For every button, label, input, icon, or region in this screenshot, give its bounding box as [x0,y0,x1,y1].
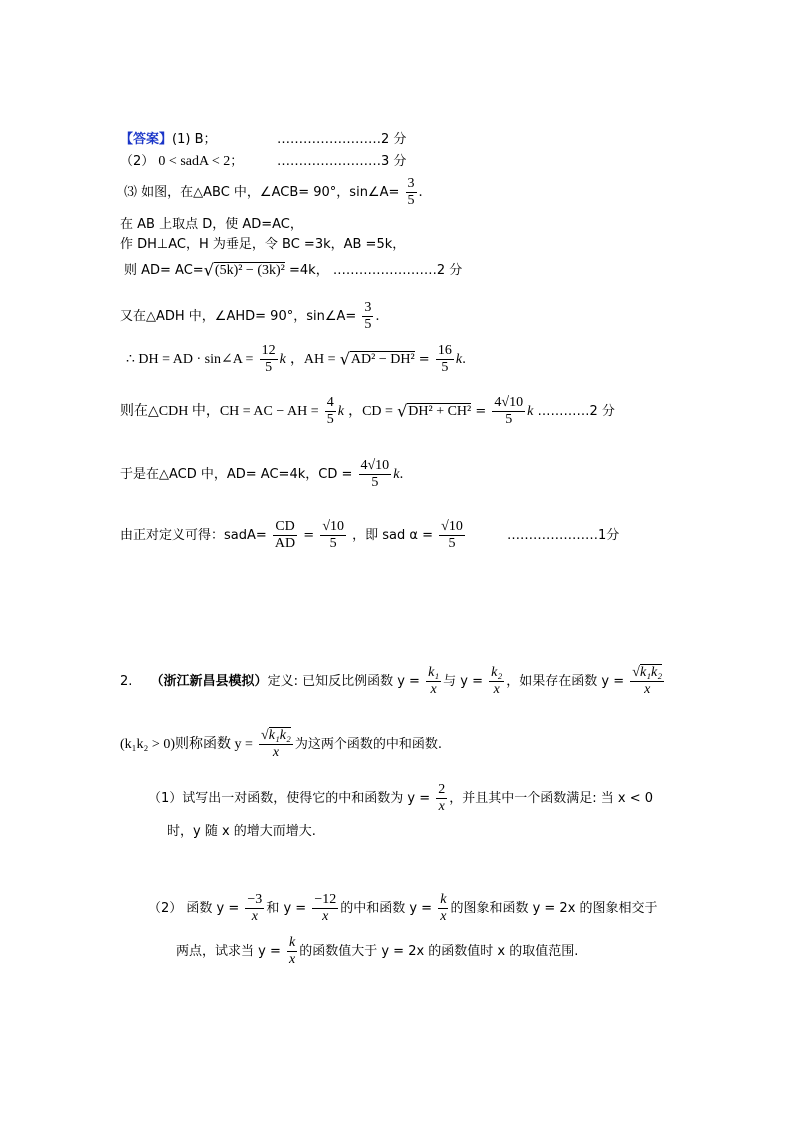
answer-label: 【答案】 [120,132,173,147]
q2-number: 2. [120,674,133,689]
fraction-sqrt10-5 [439,519,465,552]
line-adh: 又在△ADH 中，∠AHD= 90°，sin∠A= $\frac{3}{5}$ . [120,300,380,332]
denominator: 5 [329,536,337,551]
line-cdh-text: 则在△CDH 中，CH = AC − AH = [120,404,319,419]
numerator: k₂ [491,665,503,680]
line-take-point: 在 AB 上取点 D，使 AD=AC， [120,217,303,232]
numerator: √k₁k₂ [632,665,663,680]
part-1-answer: (1) B； [172,132,217,147]
line-ad-result: =4k， [289,263,329,278]
denominator: x [440,909,447,924]
numerator: 3 [364,300,372,315]
denominator: x [644,682,651,697]
numerator: −3 [247,892,263,907]
numerator: k₁ [428,665,440,680]
fraction-k-x [287,935,297,968]
q2-part-1 [148,782,653,815]
q2-2-text-d: 两点，试求当 y = [176,944,281,959]
sqrt-icon: √ [397,401,408,421]
denominator: 5 [326,412,334,427]
numerator: 4 [326,395,334,410]
numerator: CD [273,519,297,536]
fraction-sqrtk1k2-x [259,728,293,761]
fraction-4-5 [325,395,336,428]
denominator: x [493,682,500,697]
q2-part-2-cont [176,935,578,968]
denominator: 5 [371,475,379,490]
var-k: k [527,404,534,419]
denominator: x [438,799,445,814]
denominator: 5 [265,360,273,375]
var-k: k [393,467,400,482]
q2-part-2 [148,892,658,925]
part-1-score: ……………………2 分 [277,132,407,147]
fraction-cd-ad [273,519,297,552]
denominator: 5 [364,317,372,332]
denominator: x [251,909,258,924]
var-k: k [337,404,344,419]
line-cd-text: ，CD = [348,404,393,419]
numerator: √10 [322,519,345,534]
q2-2-text-e: 的函数值大于 y = 2x 的函数值时 x 的取值范围. [299,944,579,959]
line-dh-text: ∴ DH = AD · sin∠A = [126,352,254,367]
q2-1-text-c: 时，y 随 x 的增大而增大. [167,824,316,839]
q2-and: 与 y = [443,674,484,689]
denominator: 5 [448,536,456,551]
sqrt-icon: √ [339,349,350,369]
numerator: 3 [407,176,415,191]
line-acd-text: 于是在△ACD 中，AD= AC=4k，CD = [120,467,353,482]
radicand: k₁k₂ [639,665,663,680]
q2-2-and: 和 y = [266,901,307,916]
fraction-12-5 [260,343,278,376]
part-2-inequality: 0 < sadA < 2 [158,154,231,169]
radicand: AD² − DH² [350,352,415,367]
denominator: 5 [407,193,415,208]
radicand: (5k)² − (3k)² [214,263,285,278]
line-construct: 作 DH⊥AC，H 为垂足，令 BC =3k，AB =5k， [120,237,406,252]
q2-2-text-a: （2） 函数 y = [148,901,240,916]
q2-1-text-a: （1）试写出一对函数，使得它的中和函数为 y = [148,791,431,806]
fraction-sqrt10-5 [320,519,346,552]
fraction-m3-x [245,892,264,925]
fraction-4sqrt10-5 [359,458,392,491]
denominator: 5 [505,412,513,427]
fraction-3-5 [362,300,373,333]
numerator: 4√10 [494,395,524,410]
radicand: k₁k₂ [268,728,291,743]
fraction-k-x [438,892,448,925]
line-ah-text: ，AH = [289,352,336,367]
line-dh: ∴ DH = AD · sin∠A = $\frac{12}{5}$ k ，AH = √AD² − DH² = $\frac{16}{5}$ k. [126,343,467,375]
q2-if-exists: ，如果存在函数 y = [506,674,625,689]
line-cdh: 则在△CDH 中，CH = AC − AH = $\frac{4}{5}$ k ，CD = √DH² + CH² = $\frac{4√10}{5}$ k …………2 分 [120,395,615,427]
line-def-text: 由正对定义可得：sadA= [120,528,267,543]
line-definition: 由正对定义可得：sadA= $\frac{CD}{AD}$ = $\frac{√10}{5}$ ，即 sad α = $\frac{√10}{5}$ …………………1分 [120,519,620,551]
part-2-score: ……………………3 分 [277,154,407,169]
line-adh-text: 又在△ADH 中，∠AHD= 90°，sin∠A= [120,309,357,324]
denominator: 5 [441,360,449,375]
fraction-4sqrt10-5 [492,395,525,428]
answer-line-3: ⑶ 如图，在△ABC 中，∠ACB= 90°，sin∠A= $\frac{3}{5}$ . [124,176,423,208]
q2-1-text-b: ，并且其中一个函数满足: 当 x < 0 [449,791,654,806]
radicand: DH² + CH² [408,404,472,419]
fraction-16-5 [436,343,454,376]
numerator: k [440,892,447,907]
var-k: k [455,352,463,367]
fraction-3-5 [406,176,417,209]
numerator: k [289,935,296,950]
numerator: 4√10 [360,458,390,473]
denominator: AD [274,536,296,551]
line-cdh-score: …………2 分 [537,404,615,419]
q2-conclusion: 为这两个函数的中和函数. [294,737,443,752]
numerator: −12 [314,892,337,907]
denominator: x [430,682,437,697]
numerator: 2 [438,782,446,797]
q2-2-text-c: 的图象和函数 y = 2x 的图象相交于 [450,901,658,916]
line-acd: 于是在△ACD 中，AD= AC=4k，CD = $\frac{4√10}{5}$ k. [120,458,404,490]
line-ad [124,262,462,279]
fraction-m12-x [312,892,338,925]
line-ad-text: 则 AD= AC= [124,263,204,278]
q2-line-1 [120,665,666,698]
numerator: √k₁k₂ [261,728,291,743]
q2-line-2 [120,728,442,761]
denominator: x [272,745,280,760]
fraction-k2-x [489,665,504,698]
answer-line-2 [120,154,407,169]
part-2-punct: ； [230,154,244,169]
numerator: 16 [437,343,452,358]
sqrt-icon: √ [203,260,214,280]
var-k: k [279,352,286,367]
line-def-score: …………………1分 [506,528,620,543]
fraction-sqrtk1k2-x [630,665,664,698]
q2-2-text-b: 的中和函数 y = [340,901,433,916]
q2-definition: 定义: 已知反比例函数 y = [267,674,420,689]
fraction-k1-x [426,665,441,698]
q2-condition: (k₁k₂ > 0)则称函数 y = [120,737,253,752]
q2-source: （浙江新昌县模拟） [150,674,268,689]
answer-line-1 [120,132,407,147]
denominator: x [289,952,296,967]
part-3-intro: ⑶ 如图，在△ABC 中，∠ACB= 90°，sin∠A= [124,185,400,200]
line-def-mid: ，即 sad α = [352,528,434,543]
fraction-2-x [436,782,447,815]
part-2-label: （2） [120,154,155,169]
denominator: x [322,909,329,924]
numerator: 12 [261,343,276,358]
numerator: √10 [441,519,463,534]
line-ad-score: ……………………2 分 [332,263,463,278]
